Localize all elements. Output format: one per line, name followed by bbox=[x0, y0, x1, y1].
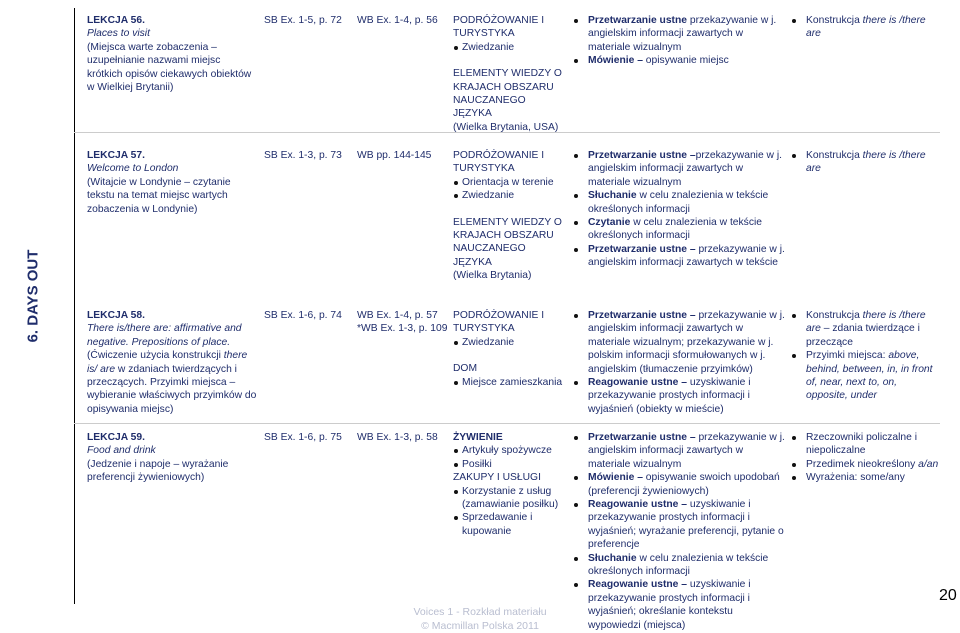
skill-item: Mówienie – opisywanie swoich upodobań (preferencji żywieniowych) bbox=[571, 471, 785, 498]
students-book-ref: SB Ex. 1-5, p. 72 bbox=[264, 15, 342, 26]
skills-cell bbox=[571, 149, 785, 270]
lesson-subtitle: Welcome to London bbox=[87, 163, 179, 175]
lesson-info bbox=[87, 149, 257, 216]
students-book-ref: SB Ex. 1-6, p. 75 bbox=[264, 432, 342, 443]
workbook-ref: WB Ex. 1-4, p. 56 bbox=[357, 15, 438, 26]
topics-cell bbox=[453, 149, 565, 283]
topic-heading: ZAKUPY I USŁUGI bbox=[453, 472, 541, 484]
topic-heading: DOM bbox=[453, 363, 478, 375]
lesson-title: LEKCJA 58. bbox=[87, 310, 145, 321]
grammar-item: Przedimek nieokreślony a/an bbox=[789, 458, 939, 471]
topic-item: Korzystanie z usług (zamawianie posiłku) bbox=[453, 485, 565, 512]
lesson-info bbox=[87, 309, 257, 416]
skill-item: Przetwarzanie ustne –przekazywanie w j. angielskim informacji zawartych w materiale wizualnym bbox=[571, 149, 785, 189]
lesson-info bbox=[87, 431, 255, 485]
skill-item: Słuchanie w celu znalezienia w tekście określonych informacji bbox=[571, 189, 785, 216]
skills-cell bbox=[571, 309, 785, 416]
lesson-description: (Ćwiczenie użycia konstrukcji there is/ are w zdaniach twierdzących i przeczących. Przyimki miejsca – wybieranie właściwych przyimków do opisywania miejsc) bbox=[87, 350, 257, 415]
grammar-item: Konstrukcja there is /there are bbox=[789, 14, 939, 41]
skills-cell bbox=[571, 431, 785, 632]
grammar-item: Konstrukcja there is /there are – zdania twierdzące i przeczące bbox=[789, 309, 939, 349]
grammar-cell bbox=[789, 149, 939, 176]
lesson-subtitle: Places to visit bbox=[87, 28, 150, 40]
workbook-ref: WB Ex. 1-3, p. 58 bbox=[357, 432, 438, 443]
topic-item: Miejsce zamieszkania bbox=[453, 376, 565, 389]
skill-item: Przetwarzanie ustne – przekazywanie w j. angielskim informacji zawartych w materiale wizualnym bbox=[571, 431, 785, 471]
topic-heading: ELEMENTY WIEDZY O KRAJACH OBSZARU NAUCZANEGO JĘZYKA bbox=[453, 216, 562, 268]
unit-label-text: 6. DAYS OUT bbox=[24, 249, 42, 343]
topic-heading: PODRÓŻOWANIE I TURYSTYKA bbox=[453, 15, 545, 40]
lesson-description: (Witajcie w Londynie – czytanie tekstu na temat miejsc wartych zobaczenia w Londynie) bbox=[87, 176, 231, 215]
lesson-info bbox=[87, 14, 255, 94]
grammar-item: Konstrukcja there is /there are bbox=[789, 149, 939, 176]
skill-item: Reagowanie ustne – uzyskiwanie i przekazywanie prostych informacji i wyjaśnień; określanie kontekstu wypowiedzi (miejsca) bbox=[571, 578, 785, 632]
topics-cell bbox=[453, 431, 565, 538]
lesson-title: LEKCJA 59. bbox=[87, 432, 145, 443]
lesson-title: LEKCJA 57. bbox=[87, 150, 145, 161]
lesson-title: LEKCJA 56. bbox=[87, 15, 145, 26]
skill-item: Mówienie – opisywanie miejsc bbox=[571, 54, 785, 67]
students-book-ref: SB Ex. 1-6, p. 74 bbox=[264, 310, 342, 321]
grammar-cell bbox=[789, 14, 939, 41]
topic-item: Artykuły spożywcze bbox=[453, 444, 565, 457]
topic-item: Zwiedzanie bbox=[453, 41, 565, 54]
topic-heading: ŻYWIENIE bbox=[453, 432, 503, 443]
skill-item: Reagowanie ustne – uzyskiwanie i przekazywanie prostych informacji i wyjaśnień (obiekty w mieście) bbox=[571, 376, 785, 416]
footer-title: Voices 1 - Rozkład materiału bbox=[413, 606, 547, 618]
row-separator bbox=[74, 423, 940, 424]
students-book-ref: SB Ex. 1-3, p. 73 bbox=[264, 150, 342, 161]
page-number: 20 bbox=[939, 587, 957, 604]
topic-heading: PODRÓŻOWANIE I TURYSTYKA bbox=[453, 150, 545, 175]
topics-cell bbox=[453, 309, 565, 389]
unit-label bbox=[18, 246, 48, 346]
skill-item: Czytanie w celu znalezienia w tekście określonych informacji bbox=[571, 216, 785, 243]
footer-copyright: © Macmillan Polska 2011 bbox=[421, 620, 539, 632]
grammar-cell bbox=[789, 431, 939, 485]
grammar-cell bbox=[789, 309, 939, 403]
topics-cell bbox=[453, 14, 565, 134]
grammar-item: Wyrażenia: some/any bbox=[789, 471, 939, 484]
vertical-rule bbox=[74, 8, 75, 604]
topic-note: (Wielka Brytania) bbox=[453, 270, 532, 282]
topic-item: Posiłki bbox=[453, 458, 565, 471]
skill-item: Reagowanie ustne – uzyskiwanie i przekazywanie prostych informacji i wyjaśnień; wyrażanie preferencji, pytanie o preferencje bbox=[571, 498, 785, 552]
topic-item: Zwiedzanie bbox=[453, 336, 565, 349]
topic-heading: PODRÓŻOWANIE I TURYSTYKA bbox=[453, 310, 545, 335]
workbook-ref: WB pp. 144-145 bbox=[357, 150, 432, 161]
topic-item: Sprzedawanie i kupowanie bbox=[453, 511, 565, 538]
skills-cell bbox=[571, 14, 785, 68]
lesson-description: (Miejsca warte zobaczenia – uzupełnianie nazwami miejsc krótkich opisów ciekawych obiektów w Wielkiej Brytanii) bbox=[87, 41, 252, 94]
topic-heading: ELEMENTY WIEDZY O KRAJACH OBSZARU NAUCZANEGO JĘZYKA bbox=[453, 68, 562, 120]
topic-note: (Wielka Brytania, USA) bbox=[453, 121, 559, 133]
skill-item: Przetwarzanie ustne – przekazywanie w j. angielskim informacji zawartych w materiale wizualnym; przekazywanie w j. polskim informacji sformułowanych w j. angielskim (tłumaczenie przyimków) bbox=[571, 309, 785, 376]
topic-item: Orientacja w terenie bbox=[453, 176, 565, 189]
skill-item: Przetwarzanie ustne – przekazywanie w j. angielskim informacji zawartych w tekście bbox=[571, 243, 785, 270]
grammar-item: Przyimki miejsca: above, behind, between, in, in front of, near, next to, on, opposite, under bbox=[789, 349, 939, 403]
lesson-subtitle: Food and drink bbox=[87, 445, 156, 457]
workbook-ref: WB Ex. 1-4, p. 57 *WB Ex. 1-3, p. 109 bbox=[357, 310, 448, 335]
lesson-description: (Jedzenie i napoje – wyrażanie preferencji żywieniowych) bbox=[87, 458, 229, 484]
topic-item: Zwiedzanie bbox=[453, 189, 565, 202]
lesson-subtitle: There is/there are: affirmative and negative. Prepositions of place. bbox=[87, 323, 242, 348]
grammar-item: Rzeczowniki policzalne i niepoliczalne bbox=[789, 431, 939, 458]
skill-item: Słuchanie w celu znalezienia w tekście określonych informacji bbox=[571, 552, 785, 579]
skill-item: Przetwarzanie ustne przekazywanie w j. angielskim informacji zawartych w materiale wizualnym bbox=[571, 14, 785, 54]
